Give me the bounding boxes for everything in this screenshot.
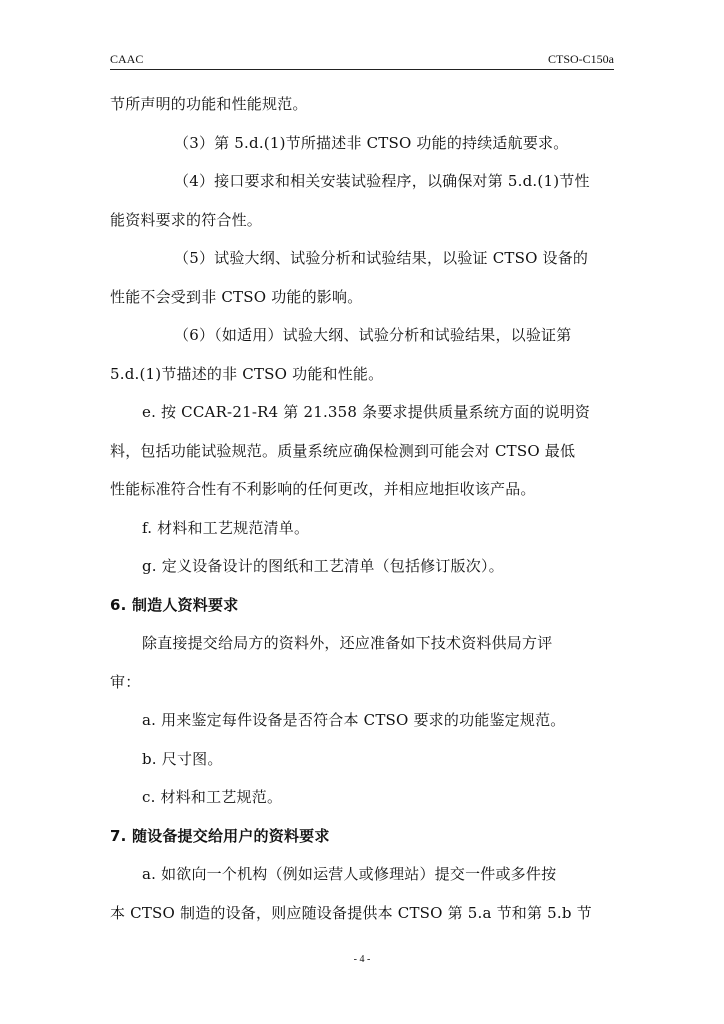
- text-line: g. 定义设备设计的图纸和工艺清单（包括修订版次）。: [142, 557, 504, 575]
- page-header: [110, 52, 614, 68]
- text-line: a. 用来鉴定每件设备是否符合本 CTSO 要求的功能鉴定规范。: [142, 711, 566, 729]
- section-heading: 7. 随设备提交给用户的资料要求: [110, 826, 330, 845]
- text-line: （5）试验大纲、试验分析和试验结果，以验证 CTSO 设备的: [174, 249, 589, 267]
- text-line: b. 尺寸图。: [142, 749, 223, 768]
- text-line: 性能不会受到非 CTSO 功能的影响。: [110, 287, 363, 306]
- text-line: c. 材料和工艺规范。: [142, 788, 283, 806]
- header-rule: [110, 69, 614, 70]
- text-line: 审：: [110, 672, 141, 691]
- text-line: （4）接口要求和相关安装试验程序，以确保对第 5.d.(1)节性: [174, 172, 590, 190]
- text-line: 性能标准符合性有不利影响的任何更改，并相应地拒收该产品。: [110, 480, 536, 498]
- text-line: a. 如欲向一个机构（例如运营人或修理站）提交一件或多件按: [142, 865, 557, 883]
- text-line: 5.d.(1)节描述的非 CTSO 功能和性能。: [110, 364, 384, 383]
- text-line: （3）第 5.d.(1)节所描述非 CTSO 功能的持续适航要求。: [174, 133, 569, 152]
- body-text: [110, 92, 614, 939]
- page-number: - 4 -: [353, 954, 371, 965]
- text-line: e. 按 CCAR-21-R4 第 21.358 条要求提供质量系统方面的说明资: [142, 403, 591, 421]
- text-line: 除直接提交给局方的资料外，还应准备如下技术资料供局方评: [142, 634, 553, 652]
- text-line: 节所声明的功能和性能规范。: [110, 95, 308, 113]
- header-left: CAAC: [110, 52, 144, 66]
- text-line: （6）（如适用）试验大纲、试验分析和试验结果，以验证第: [174, 326, 572, 344]
- text-line: f. 材料和工艺规范清单。: [142, 518, 310, 537]
- text-line: 能资料要求的符合性。: [110, 210, 263, 229]
- text-line: 本 CTSO 制造的设备，则应随设备提供本 CTSO 第 5.a 节和第 5.b 节: [110, 903, 592, 922]
- section-heading: 6. 制造人资料要求: [110, 595, 239, 614]
- text-line: 料，包括功能试验规范。质量系统应确保检测到可能会对 CTSO 最低: [110, 441, 576, 460]
- header-right: CTSO-C150a: [548, 52, 614, 66]
